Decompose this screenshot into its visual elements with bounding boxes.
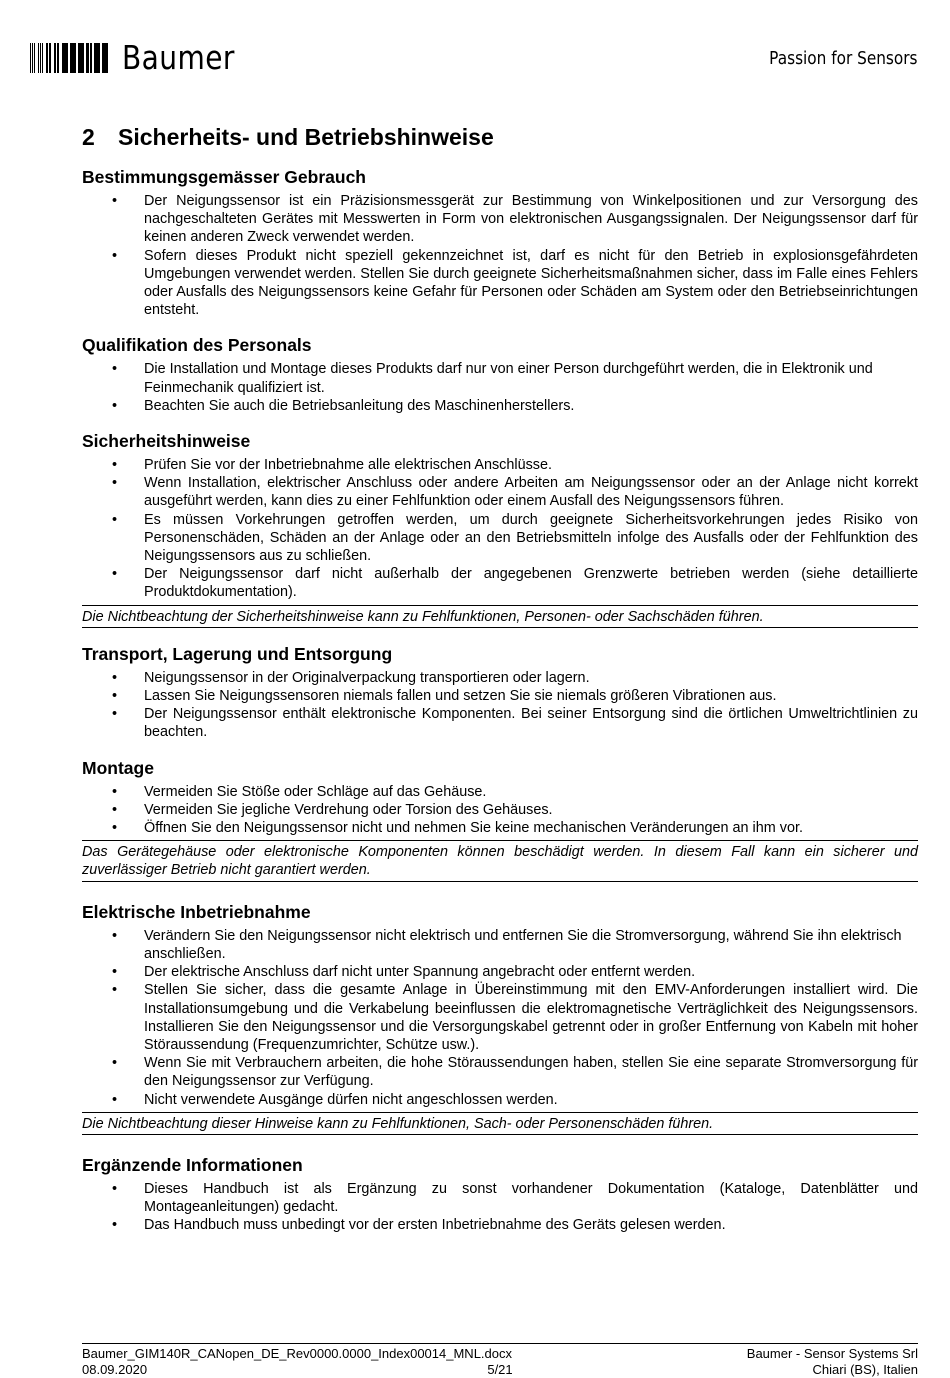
list-item: • Das Handbuch muss unbedingt vor der ersten Inbetriebnahme des Geräts gelesen werden. <box>82 1216 918 1234</box>
list-item: • Wenn Installation, elektrischer Anschluss oder andere Arbeiten am Neigungssensor oder an der Anlage nicht korrekt ausgeführt werden, kann dies zu einer Fehlfunktion oder einem Ausfall des Neigungssensors führen. <box>82 474 918 510</box>
bullet-list <box>82 192 918 319</box>
list-item: • Neigungssensor in der Originalverpackung transportieren oder lagern. <box>82 669 918 687</box>
list-item: • Lassen Sie Neigungssensoren niemals fallen und setzen Sie sie niemals größeren Vibrationen aus. <box>82 687 918 705</box>
list-item: • Der Neigungssensor darf nicht außerhalb der angegebenen Grenzwerte betrieben werden (siehe detaillierte Produktdokumentation). <box>82 565 918 601</box>
footer-filename: Baumer_GIM140R_CANopen_DE_Rev0000.0000_Index00014_MNL.docx <box>82 1346 512 1361</box>
bullet-list <box>82 1180 918 1235</box>
list-item: • Stellen Sie sicher, dass die gesamte Anlage in Übereinstimmung mit den EMV-Anforderungen installiert wird. Die Installationsumgebung und die Verkabelung beeinflussen die elektromagnetische Verträglichkeit des Neigungssensors. Installieren Sie den Neigungssensor und die Versorgungskabel getrennt oder in großer Entfernung von Kabeln mit hoher Störaussendung (Frequenzumrichter, Schütze usw.). <box>82 981 918 1054</box>
list-item: • Dieses Handbuch ist als Ergänzung zu sonst vorhandener Dokumentation (Kataloge, Datenblätter und Montageanleitungen) gedacht. <box>82 1180 918 1216</box>
subsection-title: Elektrische Inbetriebnahme <box>82 901 311 922</box>
subsection-title: Transport, Lagerung und Entsorgung <box>82 643 393 664</box>
list-item: • Verändern Sie den Neigungssensor nicht elektrisch und entfernen Sie die Stromversorgung, während Sie ihn elektrisch anschließen. <box>82 927 918 963</box>
warning-note: Die Nichtbeachtung der Sicherheitshinweise kann zu Fehlfunktionen, Personen- oder Sachschäden führen. <box>82 605 918 628</box>
list-item: • Wenn Sie mit Verbrauchern arbeiten, die hohe Störaussendungen haben, stellen Sie eine separate Stromversorgung für den Neigungssensor zur Verfügung. <box>82 1054 918 1090</box>
list-item: • Sofern dieses Produkt nicht speziell gekennzeichnet ist, darf es nicht für den Betrieb in explosionsgefährdeten Umgebungen verwendet werden. Stellen Sie durch geeignete Sicherheitsmaßnahmen sicher, dass im Falle eines Fehlers oder Ausfalls des Neigungssensors keine Gefahr für Personen oder Schäden am System oder den Betriebseinrichtungen entsteht. <box>82 247 918 320</box>
logo-bars-icon <box>30 43 108 73</box>
list-item: • Öffnen Sie den Neigungssensor nicht und nehmen Sie keine mechanischen Veränderungen an ihm vor. <box>82 819 918 837</box>
subsection-title: Bestimmungsgemässer Gebrauch <box>82 167 366 187</box>
list-item: • Nicht verwendete Ausgänge dürfen nicht angeschlossen werden. <box>82 1091 918 1109</box>
logo-text: Baumer <box>122 38 235 77</box>
footer-page-number: 5/21 <box>487 1361 513 1377</box>
slogan: Passion for Sensors <box>769 48 918 69</box>
page-footer <box>82 1343 918 1377</box>
bullet-list <box>82 783 918 838</box>
warning-note: Das Gerätegehäuse oder elektronische Komponenten können beschädigt werden. In diesem Fall kann ein sicherer und zuverlässiger Betrieb nicht garantiert werden. <box>82 840 918 881</box>
section-number: 2 <box>82 124 95 150</box>
list-item: • Vermeiden Sie jegliche Verdrehung oder Torsion des Gehäuses. <box>82 801 918 819</box>
list-item: • Der elektrische Anschluss darf nicht unter Spannung angebracht oder entfernt werden. <box>82 963 918 981</box>
section-title-text: Sicherheits- und Betriebshinweise <box>118 124 494 150</box>
page-header <box>0 0 950 90</box>
list-item: • Prüfen Sie vor der Inbetriebnahme alle elektrischen Anschlüsse. <box>82 456 918 474</box>
bullet-list <box>82 669 918 742</box>
subsection-title: Qualifikation des Personals <box>82 335 312 356</box>
section-title <box>82 124 918 151</box>
bullet-list <box>82 360 918 415</box>
warning-note: Die Nichtbeachtung dieser Hinweise kann zu Fehlfunktionen, Sach- oder Personenschäden führen. <box>82 1112 918 1135</box>
page-content <box>82 124 918 1235</box>
subsection-title: Montage <box>82 757 154 778</box>
list-item: • Es müssen Vorkehrungen getroffen werden, um durch geeignete Sicherheitsvorkehrungen jedes Risiko von Personenschäden, Schäden an der Anlage oder an den Betriebsmitteln infolge des Ausfalls oder der Fehlfunktion des Neigungssensors aus zu schließen. <box>82 511 918 566</box>
list-item: • Der Neigungssensor ist ein Präzisionsmessgerät zur Bestimmung von Winkelpositionen und zur Versorgung des nachgeschalteten Gerätes mit Messwerten in Form von elektronischen Ausgangssignalen. Der Neigungssensor darf für keinen anderen Zweck verwendet werden. <box>82 192 918 247</box>
list-item: • Beachten Sie auch die Betriebsanleitung des Maschinenherstellers. <box>82 397 918 415</box>
list-item: • Vermeiden Sie Stöße oder Schläge auf das Gehäuse. <box>82 783 918 801</box>
footer-company: Baumer - Sensor Systems Srl <box>746 1346 918 1361</box>
list-item: • Der Neigungssensor enthält elektronische Komponenten. Bei seiner Entsorgung sind die örtlichen Umweltrichtlinien zu beachten. <box>82 705 918 741</box>
subsection-title: Ergänzende Informationen <box>82 1154 303 1175</box>
list-item: • Die Installation und Montage dieses Produkts darf nur von einer Person durchgeführt werden, die in Elektronik und Feinmechanik qualifiziert ist. <box>82 360 918 396</box>
footer-location: Chiari (BS), Italien <box>812 1361 918 1377</box>
subsection-title: Sicherheitshinweise <box>82 431 251 452</box>
bullet-list <box>82 927 918 1109</box>
baumer-logo <box>30 38 255 77</box>
bullet-list <box>82 456 918 602</box>
footer-date: 08.09.2020 <box>82 1361 148 1377</box>
